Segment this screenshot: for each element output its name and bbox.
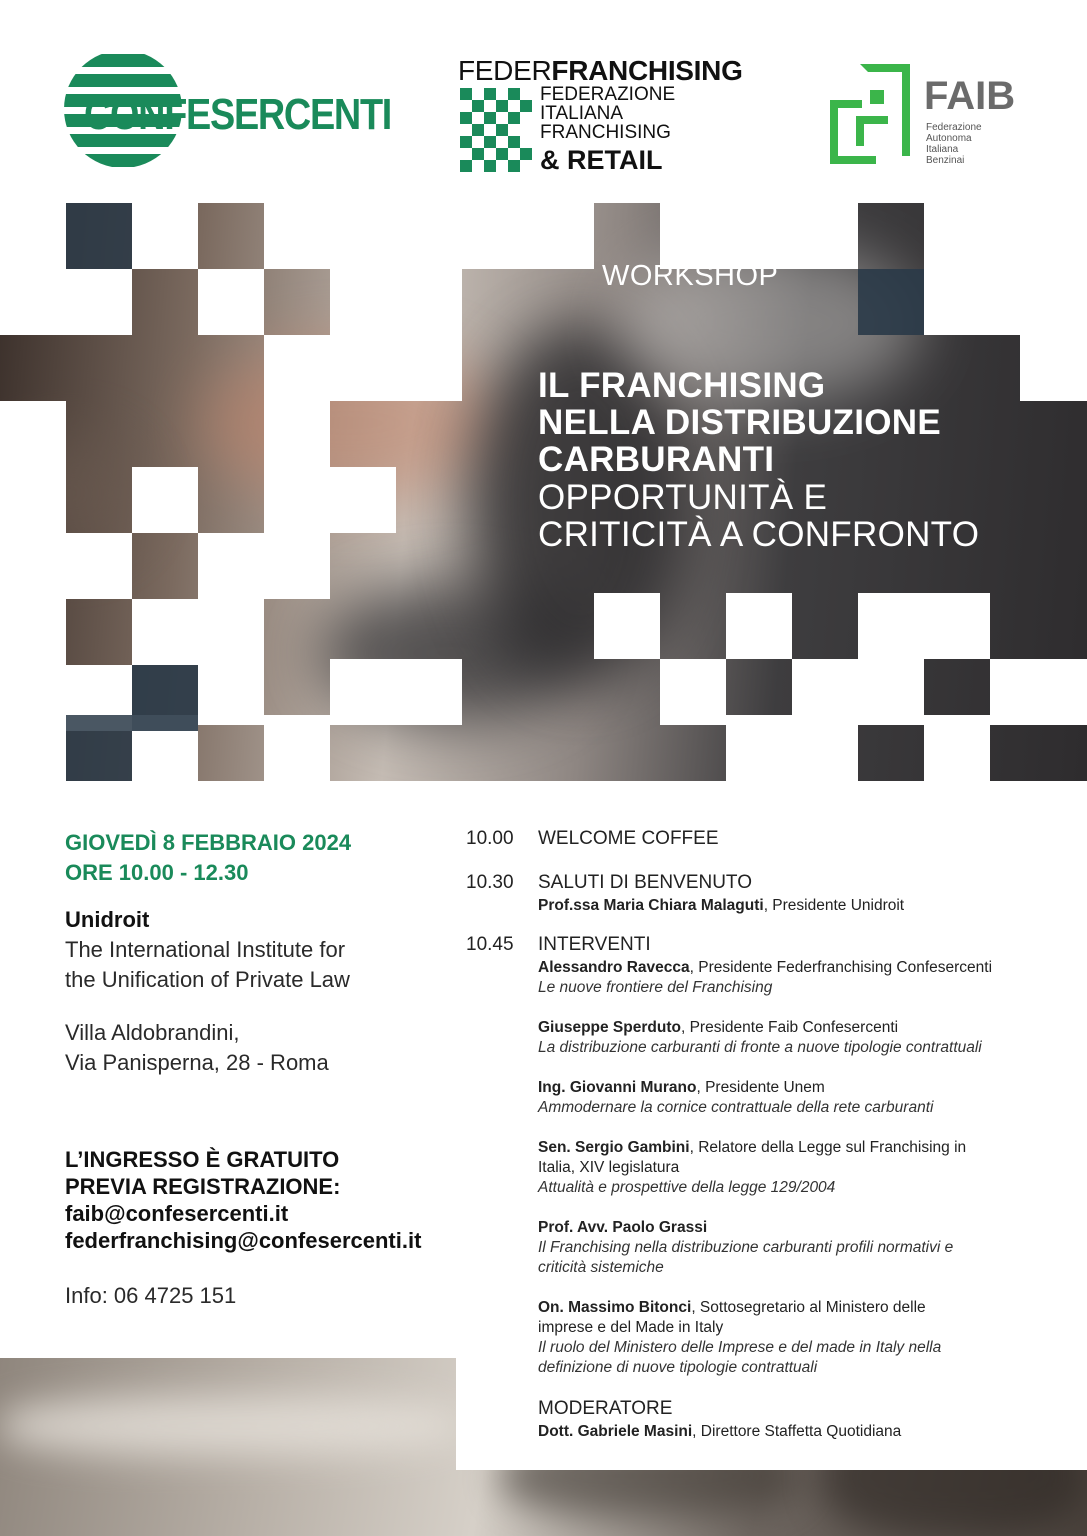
slot-time: 10.30 [466, 872, 514, 893]
programme-slot [466, 828, 1066, 858]
faib-wordmark: FAIB [924, 74, 1016, 118]
slot-time: 10.45 [466, 934, 514, 955]
speaker-name: Dott. Gabriele Masini [538, 1423, 693, 1440]
speaker [538, 1298, 1058, 1378]
venue-name: Unidroit [65, 907, 150, 932]
speaker-topic: Ammodernare la cornice contrattuale della rete carburanti [538, 1099, 934, 1116]
federfranchising-logo [458, 55, 788, 175]
speaker [538, 1018, 1058, 1058]
info-phone: Info: 06 4725 151 [65, 1283, 237, 1308]
hero-banner [0, 203, 1087, 781]
speaker [538, 1218, 1058, 1278]
registration-line-2: PREVIA REGISTRAZIONE: [65, 1174, 341, 1199]
speaker-name: Prof.ssa Maria Chiara Malaguti [538, 897, 764, 914]
speaker-role: , Direttore Staffetta Quotidiana [692, 1423, 902, 1440]
slot-time: 10.00 [466, 828, 514, 849]
hero-subtitle: OPPORTUNITÀ E CRITICITÀ A CONFRONTO [538, 478, 980, 554]
faib-mark-icon [826, 60, 918, 164]
venue [65, 905, 350, 995]
speaker-role: , Sottosegretario al Ministero delle [691, 1299, 926, 1316]
speaker-role: , Presidente Federfranchising Confesercenti [689, 959, 993, 976]
speaker [538, 1138, 1058, 1198]
federfranchising-subtitle: FEDERAZIONE ITALIANA FRANCHISING [540, 84, 676, 143]
slot-heading: SALUTI DI BENVENUTO [538, 872, 752, 893]
venue-line-1: The International Institute for [65, 937, 346, 962]
speaker [538, 1078, 1058, 1118]
email-federfranchising-link[interactable]: federfranchising@confesercenti.it [65, 1228, 422, 1253]
speaker-name: Alessandro Ravecca [538, 959, 690, 976]
bottom-divider [0, 1340, 456, 1358]
speaker-role: , Presidente Faib Confesercenti [680, 1019, 899, 1036]
event-datetime [65, 828, 351, 888]
moderator [466, 1398, 1066, 1448]
programme-slot [466, 872, 1066, 922]
hero-title: IL FRANCHISING NELLA DISTRIBUZIONE CARBURANTI [538, 366, 942, 479]
speaker-role-cont: imprese e del Made in Italy [538, 1319, 724, 1336]
speaker [538, 896, 1058, 916]
speaker-topic: La distribuzione carburanti di fronte a nuove tipologie contrattuali [538, 1039, 982, 1056]
venue-address: Villa Aldobrandini, Via Panisperna, 28 - Roma [65, 1020, 329, 1075]
event-time: ORE 10.00 - 12.30 [65, 860, 249, 885]
email-faib-link[interactable]: faib@confesercenti.it [65, 1201, 289, 1226]
hero-label: WORKSHOP [602, 260, 779, 292]
speaker-topic-cont: criticità sistemiche [538, 1259, 664, 1276]
speaker-name: Ing. Giovanni Murano [538, 1079, 697, 1096]
speaker-topic-cont: definizione di nuove tipologie contrattuali [538, 1359, 818, 1376]
federfranchising-wordmark: FEDERFRANCHISING [458, 55, 743, 86]
speaker-topic: Attualità e prospettive della legge 129/2004 [538, 1179, 836, 1196]
federfranchising-retail: & RETAIL [540, 145, 663, 175]
slot-heading: INTERVENTI [538, 934, 651, 955]
faib-logo [826, 60, 1046, 170]
confesercenti-logo [64, 50, 392, 175]
speaker-name: Giuseppe Sperduto [538, 1019, 681, 1036]
event-date: GIOVEDÌ 8 FEBBRAIO 2024 [65, 830, 352, 855]
registration-info [65, 1146, 421, 1254]
registration-line-1: L’INGRESSO È GRATUITO [65, 1147, 340, 1172]
speaker-name: Prof. Avv. Paolo Grassi [538, 1219, 708, 1236]
programme-slot [466, 934, 1066, 1384]
speaker-role-cont: Italia, XIV legislatura [538, 1159, 680, 1176]
confesercenti-wordmark: CONFESERCENTI [84, 90, 392, 139]
speaker-name: On. Massimo Bitonci [538, 1299, 692, 1316]
federfranchising-grid-icon [460, 88, 532, 170]
speaker-name: Sen. Sergio Gambini [538, 1139, 690, 1156]
faib-subtitle: Federazione Autonoma Italiana Benzinai [926, 122, 982, 166]
speaker [538, 958, 1058, 998]
moderator-heading: MODERATORE [538, 1398, 673, 1419]
speaker-role: , Relatore della Legge sul Franchising in [689, 1139, 967, 1156]
slot-heading: WELCOME COFFEE [538, 828, 719, 849]
speaker-topic: Il ruolo del Ministero delle Imprese e del made in Italy nella [538, 1339, 942, 1356]
speaker-topic: Il Franchising nella distribuzione carburanti profili normativi e [538, 1239, 954, 1256]
speaker-role: , Presidente Unem [696, 1079, 825, 1096]
speaker-role: , Presidente Unidroit [763, 897, 905, 914]
venue-line-2: the Unification of Private Law [65, 967, 350, 992]
speaker [538, 1422, 1058, 1442]
speaker-topic: Le nuove frontiere del Franchising [538, 979, 773, 996]
